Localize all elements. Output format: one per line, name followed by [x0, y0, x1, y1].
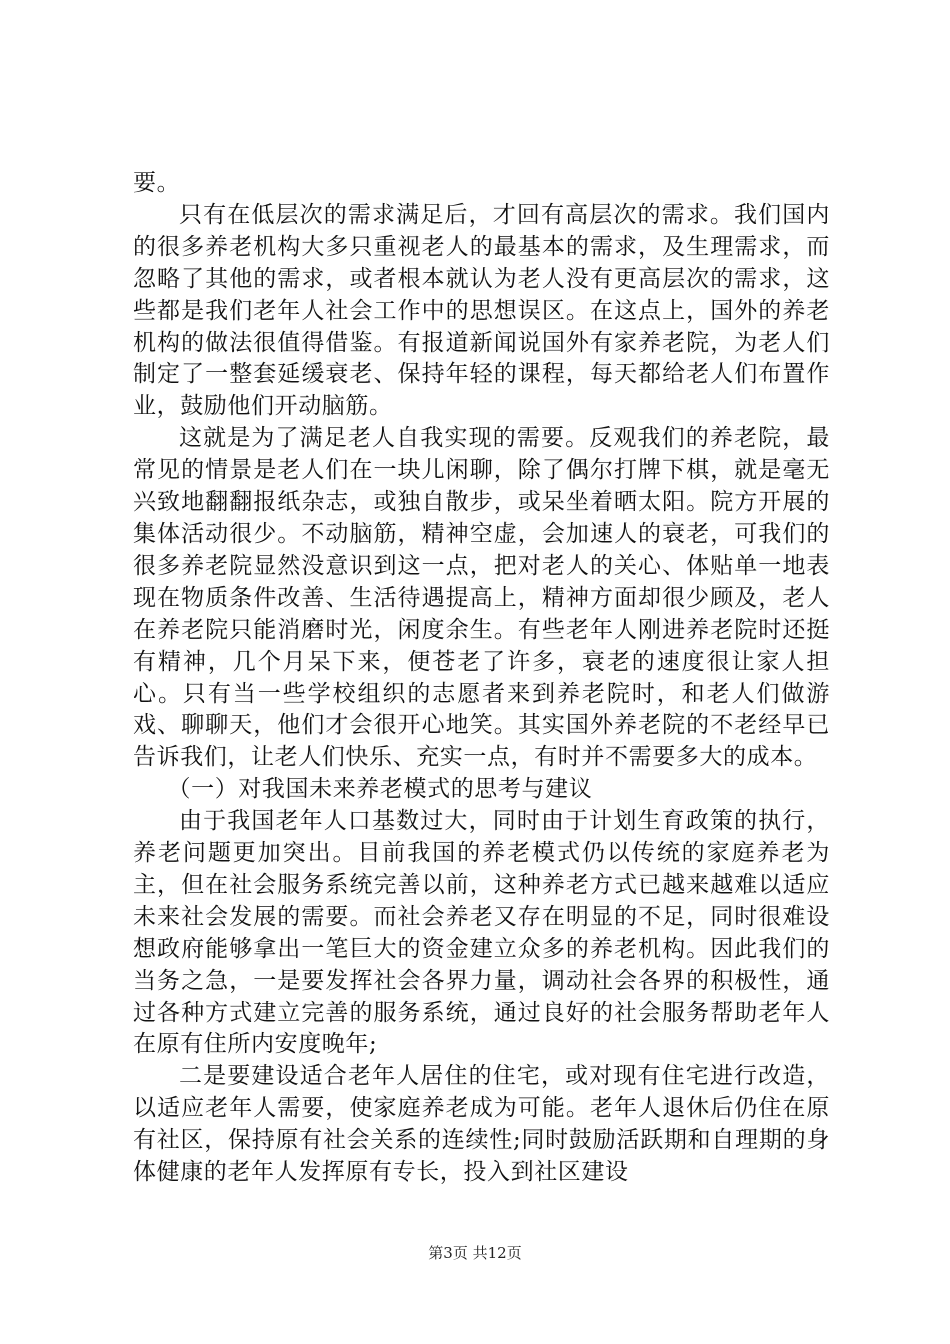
page-number-footer: 第3页 共12页: [428, 1244, 522, 1262]
paragraph-continuation: 要。: [133, 170, 181, 196]
document-body: [133, 168, 830, 1189]
section-heading: （一）对我国未来养老模式的思考与建议: [167, 776, 593, 803]
paragraph-self-actualization: 这就是为了满足老人自我实现的需要。反观我们的养老院，最常见的情景是老人们在一块儿闲聊，除了偶尔打牌下棋，就是毫无兴致地翻翻报纸杂志，或独自散步，或呆坐着晒太阳。院方开展的集体活动很少。不动脑筋，精神空虚，会加速人的衰老，可我们的很多养老院显然没意识到这一点，把对老人的关心、体贴单一地表现在物质条件改善、生活待遇提高上，精神方面却很少顾及，老人在养老院只能消磨时光，闲度余生。有些老年人刚进养老院时还挺有精神，几个月呆下来，便苍老了许多，衰老的速度很让家人担心。只有当一些学校组织的志愿者来到养老院时，和老人们做游戏、聊聊天，他们才会很开心地笑。其实国外养老院的不老经早已告诉我们，让老人们快乐、充实一点，有时并不需要多大的成本。: [133, 425, 830, 771]
paragraph-elderly-population: 由于我国老年人口基数过大，同时由于计划生育政策的执行，养老问题更加突出。目前我国的养老模式仍以传统的家庭养老为主，但在社会服务系统完善以前，这种养老方式已越来越难以适应未来社会发展的需要。而社会养老又存在明显的不足，同时很难设想政府能够拿出一笔巨大的资金建立众多的养老机构。因此我们的当务之急，一是要发挥社会各界力量，调动社会各界的积极性，通过各种方式建立完善的服务系统，通过良好的社会服务帮助老年人在原有住所内安度晚年;: [133, 808, 830, 1058]
paragraph-housing-suggestion: 二是要建设适合老年人居住的住宅，或对现有住宅进行改造，以适应老年人需要，使家庭养老成为可能。老年人退休后仍住在原有社区，保持原有社会关系的连续性;同时鼓励活跃期和自理期的身体健康的老年人发挥原有专长，投入到社区建设: [133, 1063, 830, 1186]
paragraph-needs-hierarchy: 只有在低层次的需求满足后，才回有高层次的需求。我们国内的很多养老机构大多只重视老人的最基本的需求，及生理需求，而忽略了其他的需求，或者根本就认为老人没有更高层次的需求，这些都是我们老年人社会工作中的思想误区。在这点上，国外的养老机构的做法很值得借鉴。有报道新闻说国外有家养老院，为老人们制定了一整套延缓衰老、保持年轻的课程，每天都给老人们布置作业，鼓励他们开动脑筋。: [133, 201, 830, 420]
